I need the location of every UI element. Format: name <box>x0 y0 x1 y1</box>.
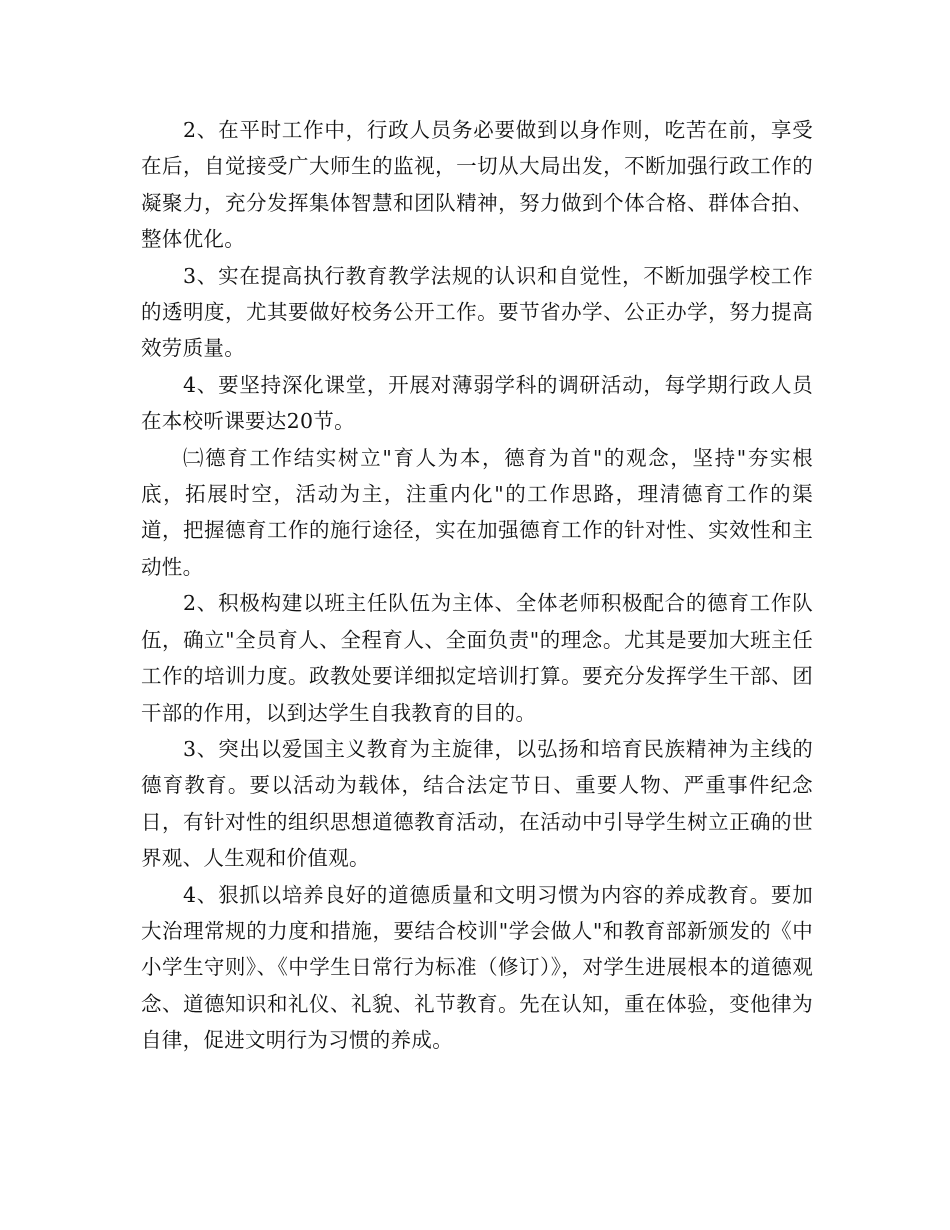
paragraph-habit-formation: 4、狠抓以培养良好的道德质量和文明习惯为内容的养成教育。要加大治理常规的力度和措施，要结合校训"学会做人"和教育部新颁发的《中小学生守则》、《中学生日常行为标准（修订）》，对学生进展根本的道德观念、道德知识和礼仪、礼貌、礼节教育。先在认知，重在体验，变他律为自律，促进文明行为习惯的养成。 <box>141 882 813 1053</box>
paragraph-regulations: 3、实在提高执行教育教学法规的认识和自觉性，不断加强学校工作的透明度，尤其要做好校务公开工作。要节省办学、公正办学，努力提高效劳质量。 <box>141 263 813 361</box>
paragraph-classroom-research: 4、要坚持深化课堂，开展对薄弱学科的调研活动，每学期行政人员在本校听课要达20节。 <box>141 372 813 434</box>
paragraph-patriotic-education: 3、突出以爱国主义教育为主旋律，以弘扬和培育民族精神为主线的德育教育。要以活动为载体，结合法定节日、重要人物、严重事件纪念日，有针对性的组织思想道德教育活动，在活动中引导学生树立正确的世界观、人生观和价值观。 <box>141 736 813 871</box>
paragraph-admin-example: 2、在平时工作中，行政人员务必要做到以身作则，吃苦在前，享受在后，自觉接受广大师生的监视，一切从大局出发，不断加强行政工作的凝聚力，充分发挥集体智慧和团队精神，努力做到个体合格、群体合拍、整体优化。 <box>141 118 813 252</box>
paragraph-moral-education-principle: ㈡德育工作结实树立"育人为本，德育为首"的观念，坚持"夯实根底，拓展时空，活动为主，注重内化"的工作思路，理清德育工作的渠道，把握德育工作的施行途径，实在加强德育工作的针对性、实效性和主动性。 <box>141 445 813 579</box>
document-body <box>141 112 813 1059</box>
paragraph-teacher-team: 2、积极构建以班主任队伍为主体、全体老师积极配合的德育工作队伍，确立"全员育人、全程育人、全面负责"的理念。尤其是要加大班主任工作的培训力度。政教处要详细拟定培训打算。要充分发挥学生干部、团干部的作用，以到达学生自我教育的目的。 <box>141 591 813 725</box>
